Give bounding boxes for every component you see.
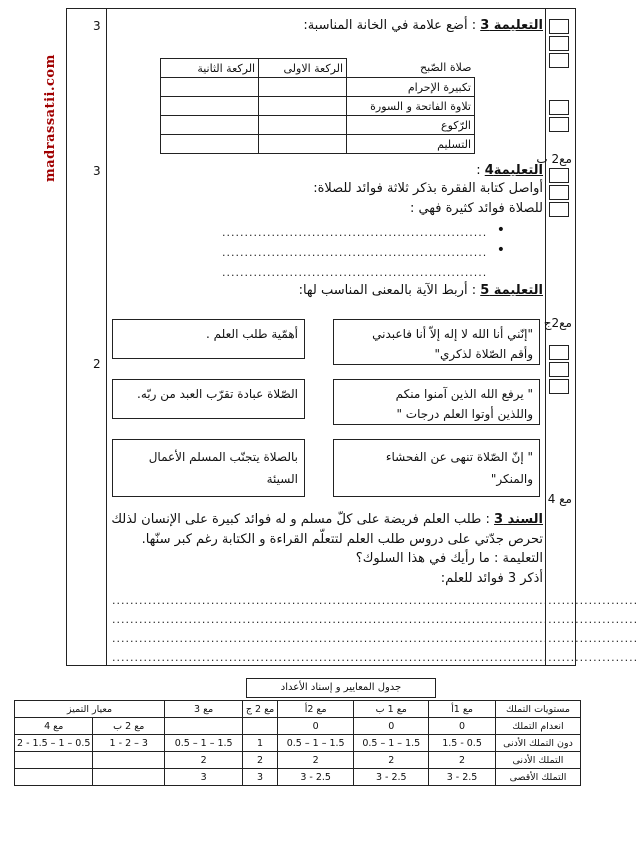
grid-cell: [15, 769, 93, 786]
verse-box: " إنّ الصّلاة تنهى عن الفحشاء والمنكر": [333, 439, 540, 497]
grid-cell: 1.5 – 1 – 0.5: [354, 735, 429, 752]
grid-subheader: مع 2 ب: [93, 718, 165, 735]
prayer-header-2: الركعة الاولى: [259, 59, 347, 78]
grid-header: مع 3: [165, 701, 243, 718]
grid-row-label: دون التملك الأدنى: [495, 735, 580, 752]
mark-box[interactable]: [549, 36, 569, 51]
check-cell[interactable]: [161, 116, 259, 135]
grid-cell: 2.5 - 3: [429, 769, 496, 786]
grid-header: معيار التميز: [15, 701, 165, 718]
meaning-box: أهمّية طلب العلم .: [112, 319, 305, 359]
check-cell[interactable]: [259, 78, 347, 97]
prayer-row-label: التسليم: [347, 135, 475, 154]
answer-dots[interactable]: ...........................................................: [222, 226, 488, 239]
instruction-4-label: التعليمة4: [484, 163, 543, 178]
instruction-4-colon: :: [476, 163, 481, 178]
mark-box[interactable]: [549, 168, 569, 183]
mark-box[interactable]: [549, 379, 569, 394]
verse-box: " يرفع الله الذين آمنوا منكم واللذين أوتوا العلم درجات ": [333, 379, 540, 425]
score-1: 3: [93, 19, 101, 33]
check-cell[interactable]: [161, 97, 259, 116]
prayer-table: [160, 58, 475, 154]
sanad-3-label: السند 3: [494, 512, 543, 527]
grid-caption: جدول المعايير و إسناد الأعداد: [246, 678, 436, 698]
prayer-row-label: تلاوة الفاتحة و السورة: [347, 97, 475, 116]
grid-cell: 2: [429, 752, 496, 769]
verse-box: "إنّني أنا الله لا إله إلاّ أنا فاعبدني وأقم الصّلاة لذكري": [333, 319, 540, 365]
grid-cell: [243, 718, 278, 735]
criteria-column-divider: [545, 8, 546, 666]
grid-cell: [93, 769, 165, 786]
sanad-3-line2: تحرص جدّتي على دروس طلب العلم لتتعلّم القراءة و الكتابة رغم كبر سنّها.: [141, 532, 543, 547]
grid-cell: 2.5 - 3: [277, 769, 353, 786]
sanad-3-question-2: أذكر 3 فوائد للعلم:: [440, 571, 543, 586]
instruction-3-label: التعليمة 3: [480, 18, 543, 33]
mark-box[interactable]: [549, 362, 569, 377]
grid-header: مع 2 ج: [243, 701, 278, 718]
answer-dots[interactable]: .....................................................................................................................: [112, 632, 638, 645]
check-cell[interactable]: [259, 135, 347, 154]
grid-cell: 2: [354, 752, 429, 769]
grid-cell: 3 – 2 - 1: [93, 735, 165, 752]
grid-row-label: التملك الأقصى: [495, 769, 580, 786]
prayer-header-3: الركعة الثانية: [161, 59, 259, 78]
criterion-label-3: مع 4: [547, 492, 572, 506]
mark-box[interactable]: [549, 117, 569, 132]
grid-cell: [15, 752, 93, 769]
check-cell[interactable]: [161, 135, 259, 154]
grid-header: مع 1أ: [429, 701, 496, 718]
grid-row-label: انعدام التملك: [495, 718, 580, 735]
grid-cell: 0.5 - 1.5: [429, 735, 496, 752]
answer-dots[interactable]: .....................................................................................................................: [112, 613, 638, 626]
grid-cell: [93, 752, 165, 769]
grid-subheader: مع 4: [15, 718, 93, 735]
grid-cell: 1: [243, 735, 278, 752]
grid-cell: 0.5 – 1 – 1.5 - 2: [15, 735, 93, 752]
sanad-3-line1: [111, 512, 543, 527]
grid-header: مع 2أ: [277, 701, 353, 718]
grid-cell: 2: [243, 752, 278, 769]
grid-cell: 3: [243, 769, 278, 786]
grid-cell: 3: [165, 769, 243, 786]
grid-row-label: التملك الأدنى: [495, 752, 580, 769]
score-column-divider: [106, 8, 107, 666]
criterion-label-2: مع2ج: [543, 316, 572, 330]
prayer-row-label: الرّكوع: [347, 116, 475, 135]
grid-cell: [165, 718, 243, 735]
grid-cell: 1.5 – 1 – 0.5: [277, 735, 353, 752]
grid-cell: 1.5 – 1 – 0.5: [165, 735, 243, 752]
prayer-header-1: صلاة الصّبح: [347, 59, 475, 78]
answer-dots[interactable]: .....................................................................................................................: [112, 594, 638, 607]
criterion-label-1: مع2 ب: [536, 152, 572, 166]
check-cell[interactable]: [259, 97, 347, 116]
bullet: •: [496, 222, 505, 238]
answer-dots[interactable]: ...........................................................: [222, 266, 488, 279]
grid-cell: 2.5 - 3: [354, 769, 429, 786]
mark-box[interactable]: [549, 185, 569, 200]
grid-cell: 0: [277, 718, 353, 735]
meaning-box: الصّلاة عبادة تقرّب العبد من ربّه.: [112, 379, 305, 419]
mark-box[interactable]: [549, 19, 569, 34]
check-cell[interactable]: [161, 78, 259, 97]
instruction-5: [299, 283, 543, 298]
answer-dots[interactable]: .....................................................................................................................: [112, 651, 638, 664]
sanad-3-question: [356, 551, 543, 566]
instruction-5-label: التعليمة 5: [480, 283, 543, 298]
instruction-3: [303, 18, 543, 33]
instruction-4-line2: للصلاة فوائد كثيرة فهي :: [409, 201, 543, 216]
grid-cell: 0: [354, 718, 429, 735]
answer-dots[interactable]: ...........................................................: [222, 246, 488, 259]
criteria-grid: [14, 700, 581, 786]
mark-box[interactable]: [549, 202, 569, 217]
instruction-4-line1: أواصل كتابة الفقرة بذكر ثلاثة فوائد للصلاة:: [313, 181, 543, 196]
grid-cell: 2: [165, 752, 243, 769]
instruction-4: [476, 163, 543, 178]
grid-header: مع 1 ب: [354, 701, 429, 718]
mark-box[interactable]: [549, 345, 569, 360]
bullet: •: [496, 242, 505, 258]
mark-box[interactable]: [549, 100, 569, 115]
grid-header: مستويات التملك: [495, 701, 580, 718]
meaning-box: بالصلاة يتجنّب المسلم الأعمال السيئة: [112, 439, 305, 497]
check-cell[interactable]: [259, 116, 347, 135]
question-text: : ما رأيك في هذا السلوك؟: [355, 551, 499, 566]
watermark: madrassatii.com: [43, 54, 58, 182]
prayer-row-label: تكبيرة الإحرام: [347, 78, 475, 97]
mark-box[interactable]: [549, 53, 569, 68]
instruction-3-text: : أضع علامة في الخانة المناسبة:: [303, 18, 477, 33]
instruction-5-text: : أربط الآية بالمعنى المناسب لها:: [298, 283, 477, 298]
score-2: 3: [93, 164, 101, 178]
sanad-3-text: : طلب العلم فريضة على كلّ مسلم و له فوائد كبيرة على الإنسان لذلك: [111, 512, 490, 527]
score-3: 2: [93, 357, 101, 371]
grid-cell: 2: [277, 752, 353, 769]
question-label: التعليمة: [502, 551, 543, 566]
grid-cell: 0: [429, 718, 496, 735]
